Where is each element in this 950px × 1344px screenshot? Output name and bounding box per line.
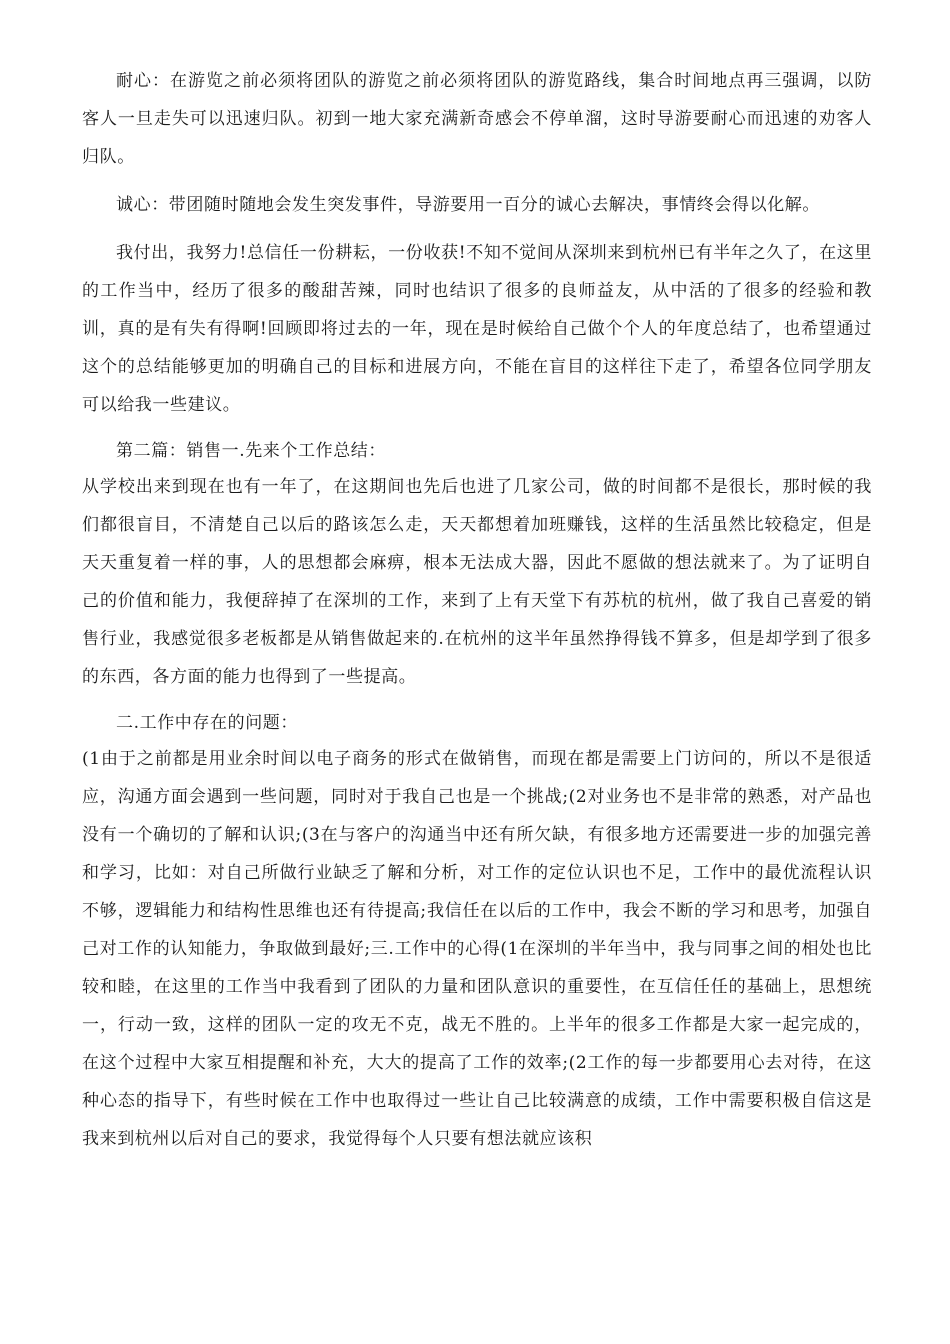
section-heading-problems: 二.工作中存在的问题： [116,713,299,733]
document-page [82,62,872,1158]
paragraph-patience: 耐心：在游览之前必须将团队的游览之前必须将团队的游览路线，集合时间地点再三强调，以防客人一旦走失可以迅速归队。初到一地大家充满新奇感会不停单溜，这时导游要耐心而迅速的劝客人归队。 [82,71,872,167]
paragraph-sales-summary: 从学校出来到现在也有一年了，在这期间也先后也进了几家公司，做的时间都不是很长，那时候的我们都很盲目，不清楚自己以后的路该怎么走，天天都想着加班赚钱，这样的生活虽然比较稳定，但是天天重复着一样的事，人的思想都会麻痹，根本无法成大器，因此不愿做的想法就来了。为了证明自己的价值和能力，我便辞掉了在深圳的工作，来到了上有天堂下有苏杭的杭州，做了我自己喜爱的销售行业，我感觉很多老板都是从销售做起来的.在杭州的这半年虽然挣得钱不算多，但是却学到了很多的东西，各方面的能力也得到了一些提高。 [82,477,872,687]
section-heading-sales: 第二篇：销售一.先来个工作总结： [116,441,387,461]
paragraph-problems: (1由于之前都是用业余时间以电子商务的形式在做销售，而现在都是需要上门访问的，所以不是很适应，沟通方面会遇到一些问题，同时对于我自己也是一个挑战;(2对业务也不是非常的熟悉，对产品也没有一个确切的了解和认识;(3在与客户的沟通当中还有所欠缺，有很多地方还需要进一步的加强完善和学习，比如：对自己所做行业缺乏了解和分析，对工作的定位认识也不足，工作中的最优流程认识不够，逻辑能力和结构性思维也还有待提高;我信任在以后的工作中，我会不断的学习和思考，加强自己对工作的认知能力，争取做到最好;三.工作中的心得(1在深圳的半年当中，我与同事之间的相处也比较和睦，在这里的工作当中我看到了团队的力量和团队意识的重要性，在互信任任的基础上，思想统一，行动一致，这样的团队一定的攻无不克，战无不胜的。上半年的很多工作都是大家一起完成的，在这个过程中大家互相提醒和补充，大大的提高了工作的效率;(2工作的每一步都要用心去对待，在这种心态的指导下，有些时候在工作中也取得过一些让自己比较满意的成绩，工作中需要积极自信这是我来到杭州以后对自己的要求，我觉得每个人只要有想法就应该积 [82,749,872,1149]
paragraph-sincerity: 诚心：带团随时随地会发生突发事件，导游要用一百分的诚心去解决，事情终会得以化解。 [116,195,820,215]
paragraph-effort: 我付出，我努力!总信任一份耕耘，一份收获!不知不觉间从深圳来到杭州已有半年之久了，在这里的工作当中，经历了很多的酸甜苦辣，同时也结识了很多的良师益友，从中活的了很多的经验和教训，真的是有失有得啊!回顾即将过去的一年，现在是时候给自己做个个人的年度总结了，也希望通过这个的总结能够更加的明确自己的目标和进展方向，不能在盲目的这样往下走了，希望各位同学朋友可以给我一些建议。 [82,243,872,415]
